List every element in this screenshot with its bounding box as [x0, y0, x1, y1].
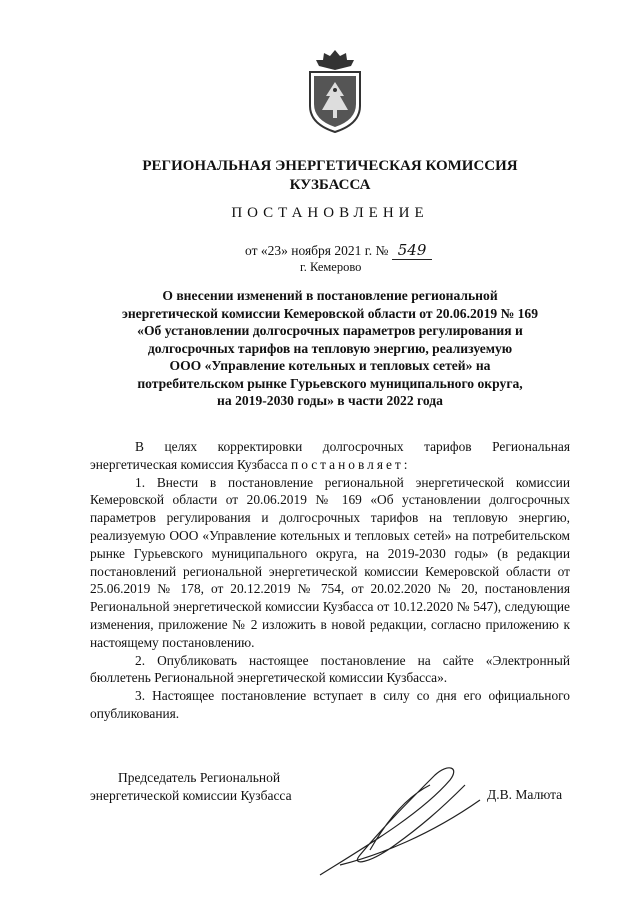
document-city: г. Кемерово [300, 260, 362, 274]
signer-title-line2: энергетической комиссии Кузбасса [90, 788, 292, 803]
body-intro-text: В целях корректировки долгосрочных тарифов Региональная энергетическая комиссия Кузбасса [90, 439, 570, 472]
signer-name: Д.В. Малюта [487, 787, 563, 802]
body-item-1: 1. Внести в постановление региональной энергетической комиссии Кемеровской области от 20.06.2019 № 169 «Об установлении долгосрочных параметров регулирования и долгосрочных тарифов на тепловую энергию, реализуемую ООО «Управление котельных и тепловых сетей» на потребительском рынке Гурьевского муниципального округа, на 2019-2030 годы» (в редакции постановлений региональной энергетической комиссии Кемеровской области от 25.06.2019 № 178, от 20.12.2019 № 754, от 20.02.2020 № 20, постановления Региональной энергетической комиссии Кузбасса от 10.12.2020 № 547), следующие изменения, приложение № 2 изложить в новой редакции, согласно приложению к настоящему постановлению. [90, 474, 570, 650]
document-subject [90, 287, 570, 410]
document-date: от «23» ноября 2021 г. № [245, 243, 389, 258]
body-intro-verb: постановляет: [291, 456, 411, 472]
organization-name-line2: КУЗБАССА [289, 177, 371, 193]
document-type: ПОСТАНОВЛЕНИЕ [231, 205, 429, 221]
signer-title-line1: Председатель Региональной [118, 770, 281, 785]
body-intro-paragraph [90, 438, 570, 474]
signer-title [90, 769, 292, 805]
organization-name-line1: РЕГИОНАЛЬНАЯ ЭНЕРГЕТИЧЕСКАЯ КОМИССИЯ [142, 158, 518, 174]
subject-line: долгосрочных тарифов на тепловую энергию, реализуемую [147, 340, 513, 356]
subject-line: ООО «Управление котельных и тепловых сетей» на [169, 358, 491, 373]
handwritten-signature-icon [300, 755, 490, 885]
subject-line: потребительском рынке Гурьевского муниципального округа, [137, 375, 523, 391]
subject-line: на 2019-2030 годы» в части 2022 года [217, 393, 443, 408]
organization-name [90, 157, 570, 195]
subject-line: О внесении изменений в постановление региональной [162, 288, 498, 303]
subject-line: энергетической комиссии Кемеровской области от 20.06.2019 № 169 [121, 305, 539, 321]
body-item-2: 2. Опубликовать настоящее постановление на сайте «Электронный бюллетень Региональной энергетической комиссии Кузбасса». [90, 652, 570, 686]
document-date-line [245, 241, 432, 259]
subject-line: «Об установлении долгосрочных параметров регулирования и [137, 323, 523, 338]
body-item-3: 3. Настоящее постановление вступает в силу со дня его официального опубликования. [90, 688, 570, 721]
document-number: 549 [392, 241, 433, 260]
document-body [90, 438, 570, 723]
coat-of-arms-emblem-icon [300, 48, 370, 134]
